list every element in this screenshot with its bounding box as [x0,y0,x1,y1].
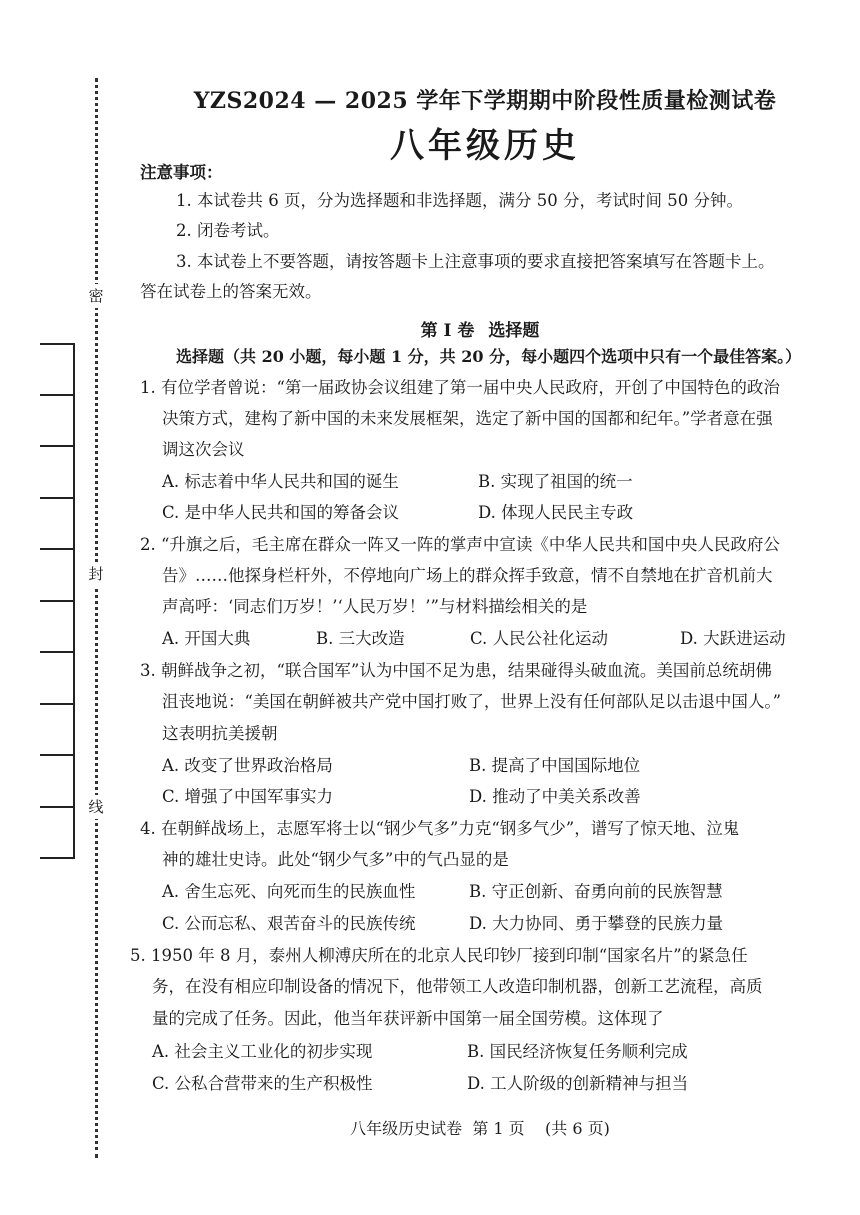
question-2-stem: 声高呼：‘同志们万岁！’‘人民万岁！’”与材料描绘相关的是 [162,597,588,616]
question-2-option-a[interactable]: A. 开国大典 [162,629,251,648]
question-4-stem: 神的雄壮史诗。此处“钢少气多”中的气凸显的是 [162,850,509,869]
student-info-bracket [73,343,75,859]
info-blank-line [40,703,73,705]
question-1-stem: 1. 有位学者曾说：“第一届政协会议组建了第一届中央人民政府，开创了中国特色的政治 [140,378,780,397]
question-3-stem: 沮丧地说：“美国在朝鲜被共产党中国打败了，世界上没有任何部队足以击退中国人。” [162,692,782,711]
exam-subject: 八年级历史 [390,126,580,166]
notice-item: 3. 本试卷上不要答题，请按答题卡上注意事项的要求直接把答案填写在答题卡上。 [176,252,775,271]
question-1-option-a[interactable]: A. 标志着中华人民共和国的诞生 [162,472,399,491]
question-2-stem: 2. “升旗之后，毛主席在群众一阵又一阵的掌声中宣读《中华人民共和国中央人民政府公 [140,535,780,554]
question-1-option-b[interactable]: B. 实现了祖国的统一 [478,472,633,491]
question-2-option-d[interactable]: D. 大跃进运动 [680,629,786,648]
notice-item: 1. 本试卷共 6 页，分为选择题和非选择题，满分 50 分，考试时间 50 分钟。 [176,191,743,210]
question-3-option-c[interactable]: C. 增强了中国军事实力 [162,787,334,806]
question-3-stem: 这表明抗美援朝 [162,724,278,743]
question-1-stem: 调这次会议 [162,440,245,459]
seal-char-feng: 封 [84,562,108,586]
info-blank-line [40,754,73,756]
question-4-option-c[interactable]: C. 公而忘私、艰苦奋斗的民族传统 [162,914,416,933]
info-blank-line [40,394,73,396]
info-blank-line [40,806,73,808]
section-name: 选择题 [488,321,540,341]
notice-heading: 注意事项： [140,163,223,182]
info-blank-line [40,857,73,859]
info-blank-line [40,548,73,550]
question-3-stem: 3. 朝鲜战争之初，“联合国军”认为中国不足为患，结果碰得头破血流。美国前总统胡佛 [140,661,772,680]
seal-char-mi: 密 [84,284,108,308]
question-2-option-c[interactable]: C. 人民公社化运动 [470,629,609,648]
question-3-option-a[interactable]: A. 改变了世界政治格局 [162,756,333,775]
section-title [130,316,830,341]
section-instruction: 选择题（共 20 小题，每小题 1 分，共 20 分，每小题四个选项中只有一个最佳答案。） [176,347,802,366]
question-1-option-d[interactable]: D. 体现人民民主专政 [478,503,634,522]
info-blank-line [40,445,73,447]
question-1-option-c[interactable]: C. 是中华人民共和国的筹备会议 [162,503,400,522]
question-3-option-d[interactable]: D. 推动了中美关系改善 [469,787,641,806]
notice-item: 2. 闭卷考试。 [176,221,280,240]
question-4-option-d[interactable]: D. 大力协同、勇于攀登的民族力量 [469,914,724,933]
question-2-stem: 告》……他探身栏杆外，不停地向广场上的群众挥手致意，情不自禁地在扩音机前大 [162,566,773,585]
question-3-option-b[interactable]: B. 提高了中国国际地位 [469,756,641,775]
info-blank-line [40,600,73,602]
question-5-option-b[interactable]: B. 国民经济恢复任务顺利完成 [467,1042,688,1061]
seal-char-xian: 线 [84,795,108,819]
exam-title: YZS2024 — 2025 学年下学期期中阶段性质量检测试卷 [193,88,777,114]
question-5-stem: 量的完成了任务。因此，他当年获评新中国第一届全国劳模。这体现了 [152,1009,664,1028]
question-4-option-b[interactable]: B. 守正创新、奋勇向前的民族智慧 [469,882,723,901]
question-5-stem: 5. 1950 年 8 月，泰州人柳溥庆所在的北京人民印钞厂接到印制“国家名片”的紧急任 [130,946,748,965]
section-label: 第 I 卷 [420,321,475,341]
notice-item: 答在试卷上的答案无效。 [140,282,322,301]
question-5-option-c[interactable]: C. 公私合营带来的生产积极性 [152,1074,373,1093]
info-blank-line [40,651,73,653]
page-footer: 八年级历史试卷 第 1 页 (共 6 页) [350,1119,610,1138]
question-5-option-d[interactable]: D. 工人阶级的创新精神与担当 [467,1074,689,1093]
binding-margin [0,0,120,1215]
dotted-seal-line [95,78,98,1158]
info-blank-line [40,497,73,499]
question-4-option-a[interactable]: A. 舍生忘死、向死而生的民族血性 [162,882,416,901]
info-blank-line [40,343,73,345]
question-5-stem: 务，在没有相应印制设备的情况下，他带领工人改造印制机器，创新工艺流程，高质 [152,977,763,996]
question-1-stem: 决策方式，建构了新中国的未来发展框架，选定了新中国的国都和纪年。”学者意在强 [162,409,773,428]
question-2-option-b[interactable]: B. 三大改造 [316,629,405,648]
question-5-option-a[interactable]: A. 社会主义工业化的初步实现 [152,1042,373,1061]
question-4-stem: 4. 在朝鲜战场上，志愿军将士以“钢少气多”力克“钢多气少”，谱写了惊天地、泣鬼 [140,819,740,838]
